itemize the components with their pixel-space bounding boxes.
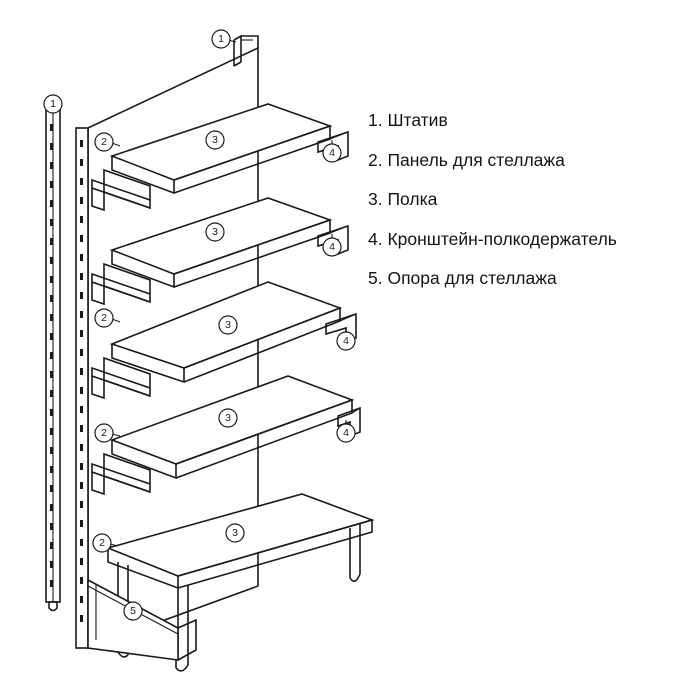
callout-4-c <box>337 328 355 350</box>
callout-1-top <box>212 30 236 48</box>
legend-item-3: 3. Полка <box>368 189 438 209</box>
legend <box>368 110 688 308</box>
callout-3-d <box>219 409 237 427</box>
callout-3-b <box>206 223 224 241</box>
callout-label: 4 <box>329 147 335 159</box>
callout-4-d <box>337 420 355 442</box>
callout-4-b <box>323 234 341 256</box>
callout-label: 3 <box>232 527 238 539</box>
legend-item-2: 2. Панель для стеллажа <box>368 149 565 170</box>
callout-label: 3 <box>212 226 218 238</box>
legend-item-5: 5. Опора для стеллажа <box>368 268 557 288</box>
callout-label: 5 <box>130 605 136 617</box>
callout-label: 4 <box>343 427 349 439</box>
callout-label: 2 <box>101 312 107 324</box>
callout-4-a <box>323 140 341 162</box>
legend-item-4: 4. Кронштейн-полкодержатель <box>368 228 617 249</box>
callout-label: 1 <box>218 33 224 45</box>
legend-item-1: 1. Штатив <box>368 110 448 130</box>
top-rail-profile <box>234 36 258 66</box>
shelf-4 <box>92 376 360 494</box>
shelf-1 <box>92 104 348 210</box>
callout-label: 2 <box>101 136 107 148</box>
callout-label: 1 <box>50 98 56 110</box>
base-support-panel <box>88 580 196 660</box>
callout-2-b <box>95 309 120 327</box>
callout-5 <box>124 602 142 620</box>
callout-label: 3 <box>212 134 218 146</box>
callout-2-a <box>95 133 120 151</box>
callout-label: 2 <box>101 427 107 439</box>
callout-label: 3 <box>225 319 231 331</box>
mounted-upright-post <box>76 128 88 648</box>
callout-3-a <box>206 131 224 149</box>
callout-3-e <box>226 524 244 542</box>
callout-label: 3 <box>225 412 231 424</box>
standalone-upright-post <box>46 110 60 611</box>
callout-label: 4 <box>343 335 349 347</box>
shelf-3 <box>92 282 356 398</box>
callout-3-c <box>219 316 237 334</box>
callout-label: 2 <box>99 537 105 549</box>
shelf-2 <box>92 198 348 304</box>
callout-label: 4 <box>329 241 335 253</box>
